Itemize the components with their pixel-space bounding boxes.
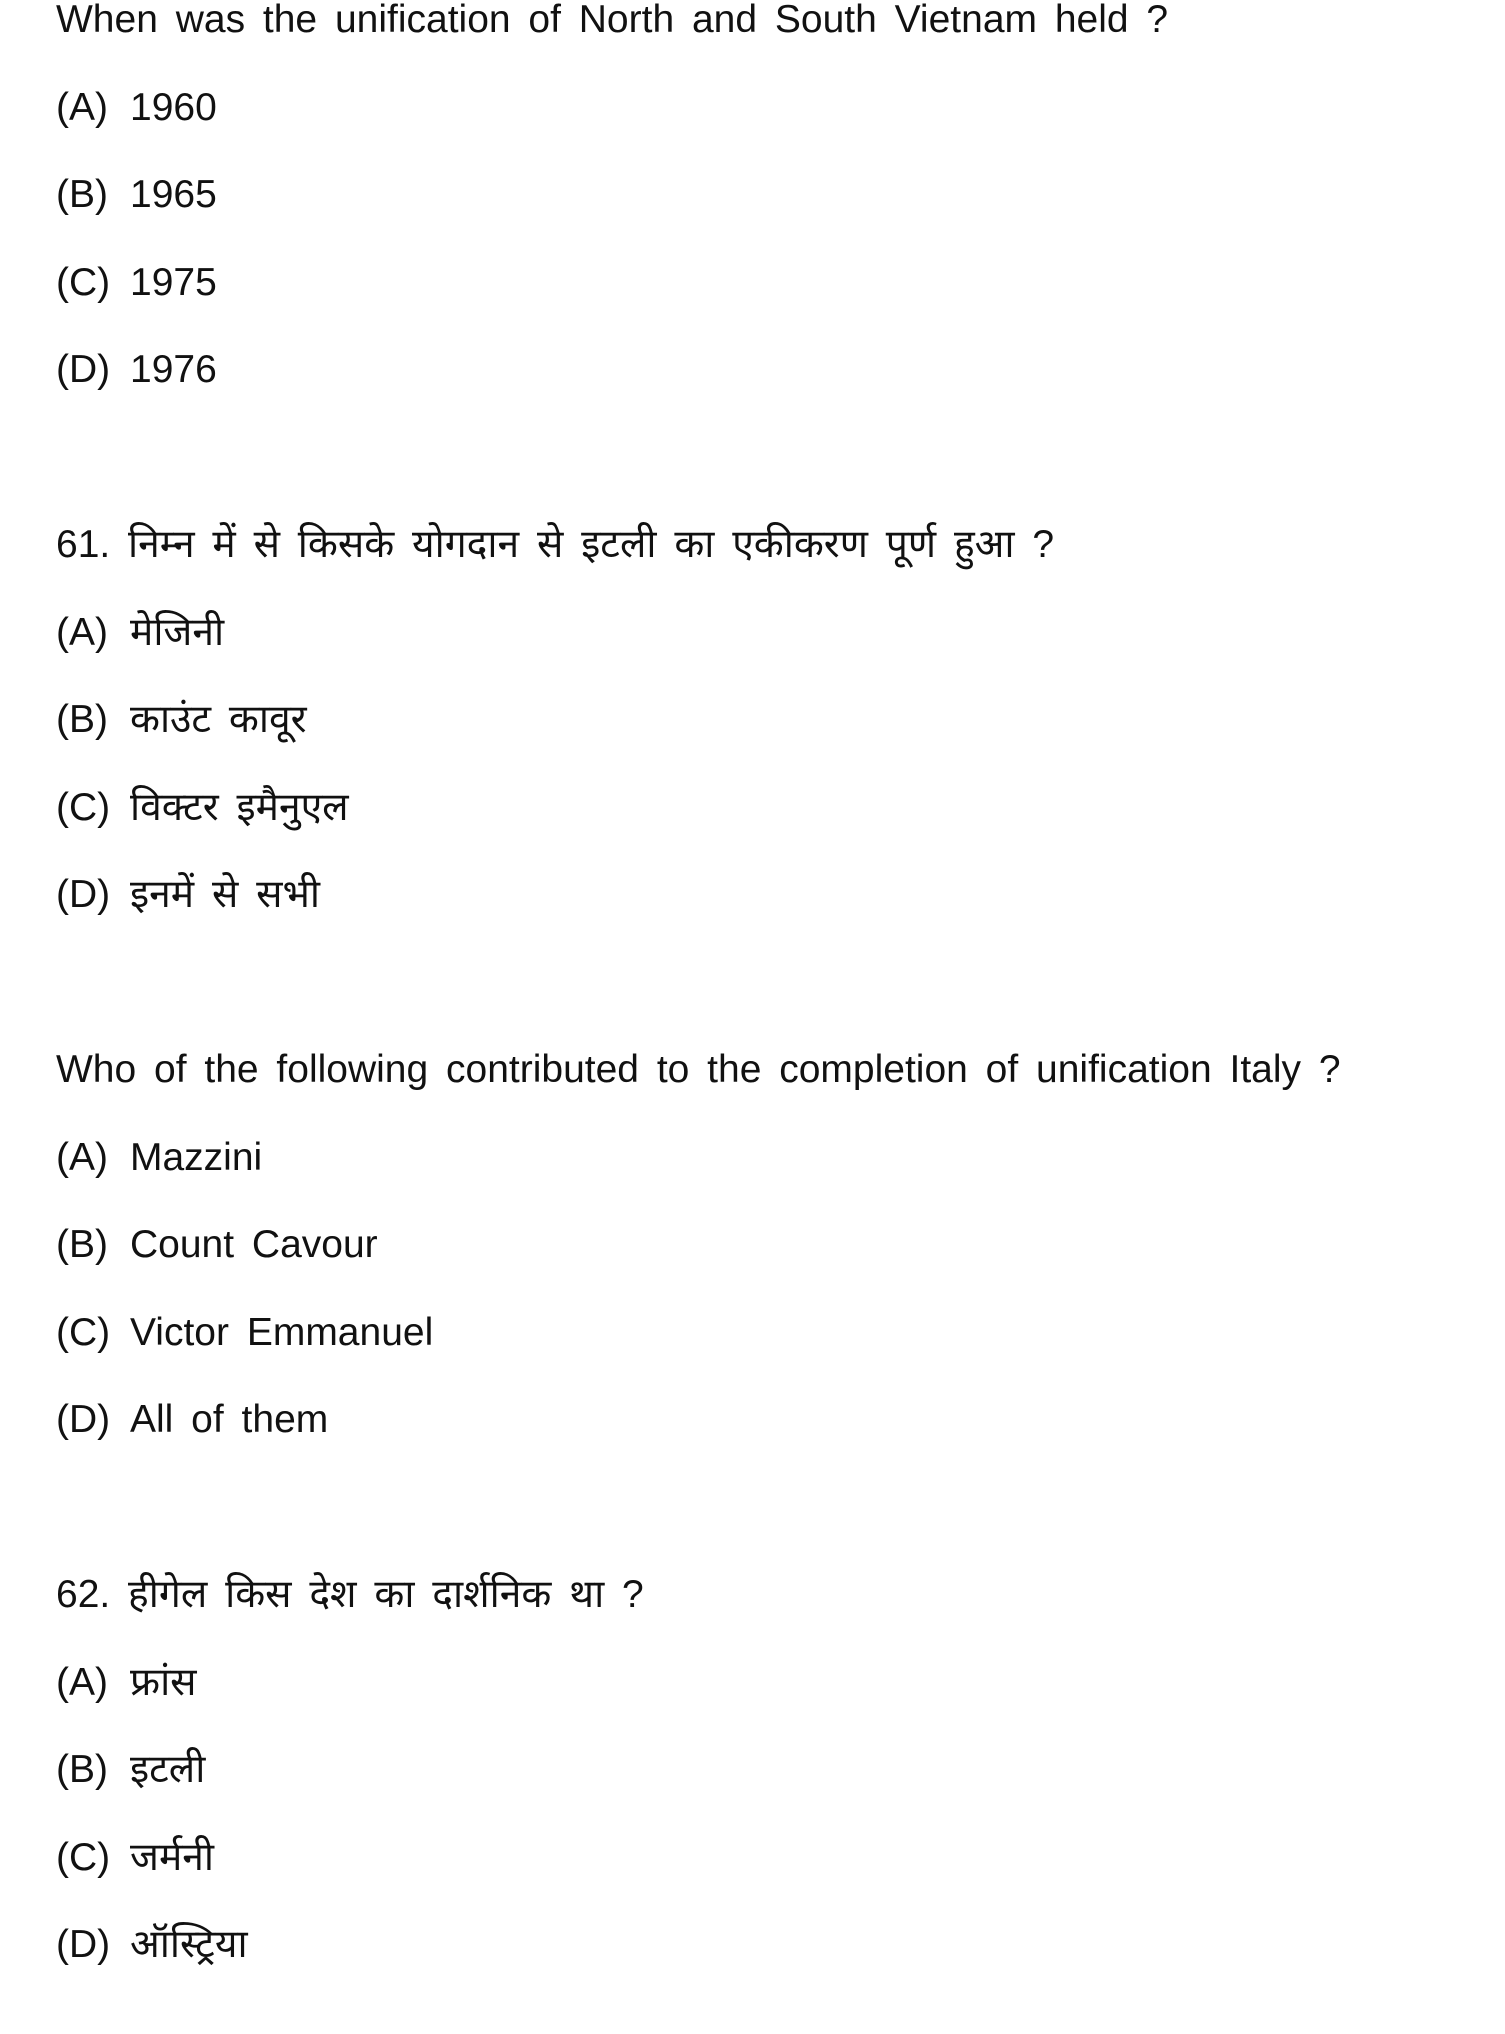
option-text: मेजिनी (130, 610, 225, 654)
option-text: ऑस्ट्रिया (130, 1923, 248, 1966)
question-text: Who of the following contributed to the completion of unification Italy ? (56, 1048, 1341, 1091)
option-label: (D) (56, 1923, 111, 1966)
option-row (56, 1901, 1505, 1989)
option-label: (A) (56, 85, 108, 129)
option-row (56, 1376, 1505, 1464)
option-row (56, 589, 1505, 677)
option-row (56, 1814, 1505, 1902)
spacer (56, 1464, 1505, 1552)
option-row (56, 764, 1505, 852)
option-row (56, 1639, 1505, 1727)
option-row (56, 326, 1505, 414)
option-label: (B) (56, 698, 108, 741)
option-text: इनमें से सभी (130, 873, 321, 916)
option-label: (A) (56, 1135, 108, 1179)
option-row (56, 151, 1505, 239)
question-text: 61. निम्न में से किसके योगदान से इटली का एकीकरण पूर्ण हुआ ? (56, 523, 1055, 566)
option-row (56, 1201, 1505, 1289)
option-row (56, 851, 1505, 939)
option-text: इटली (130, 1748, 206, 1791)
option-text: विक्टर इमैनुएल (130, 785, 349, 829)
question-text: When was the unification of North and South Vietnam held ? (56, 0, 1169, 41)
option-text: Victor Emmanuel (130, 1310, 434, 1354)
option-label: (C) (56, 1835, 111, 1879)
option-label: (C) (56, 260, 111, 304)
option-text: Count Cavour (130, 1223, 378, 1266)
option-text: काउंट कावूर (130, 698, 307, 741)
option-text: 1976 (130, 348, 217, 391)
option-text: 1975 (130, 260, 217, 304)
option-row (56, 239, 1505, 327)
option-label: (B) (56, 173, 108, 216)
option-row (56, 1114, 1505, 1202)
option-label: (D) (56, 348, 111, 391)
option-label: (D) (56, 1398, 111, 1441)
option-text: जर्मनी (130, 1835, 215, 1879)
option-row (56, 676, 1505, 764)
option-label: (A) (56, 610, 108, 654)
option-row (56, 64, 1505, 152)
option-text: फ्रांस (130, 1660, 197, 1704)
option-label: (D) (56, 873, 111, 916)
option-text: Mazzini (130, 1135, 263, 1179)
question-text: 62. हीगेल किस देश का दार्शनिक था ? (56, 1573, 644, 1616)
spacer (56, 414, 1505, 502)
option-text: 1965 (130, 173, 217, 216)
option-label: (C) (56, 1310, 111, 1354)
option-label: (B) (56, 1748, 108, 1791)
option-text: 1960 (130, 85, 217, 129)
question-page (56, 0, 1505, 1989)
option-row (56, 1289, 1505, 1377)
option-text: All of them (130, 1398, 329, 1441)
spacer (56, 939, 1505, 1027)
option-row (56, 1726, 1505, 1814)
option-label: (A) (56, 1660, 108, 1704)
option-label: (C) (56, 785, 111, 829)
option-label: (B) (56, 1223, 108, 1266)
